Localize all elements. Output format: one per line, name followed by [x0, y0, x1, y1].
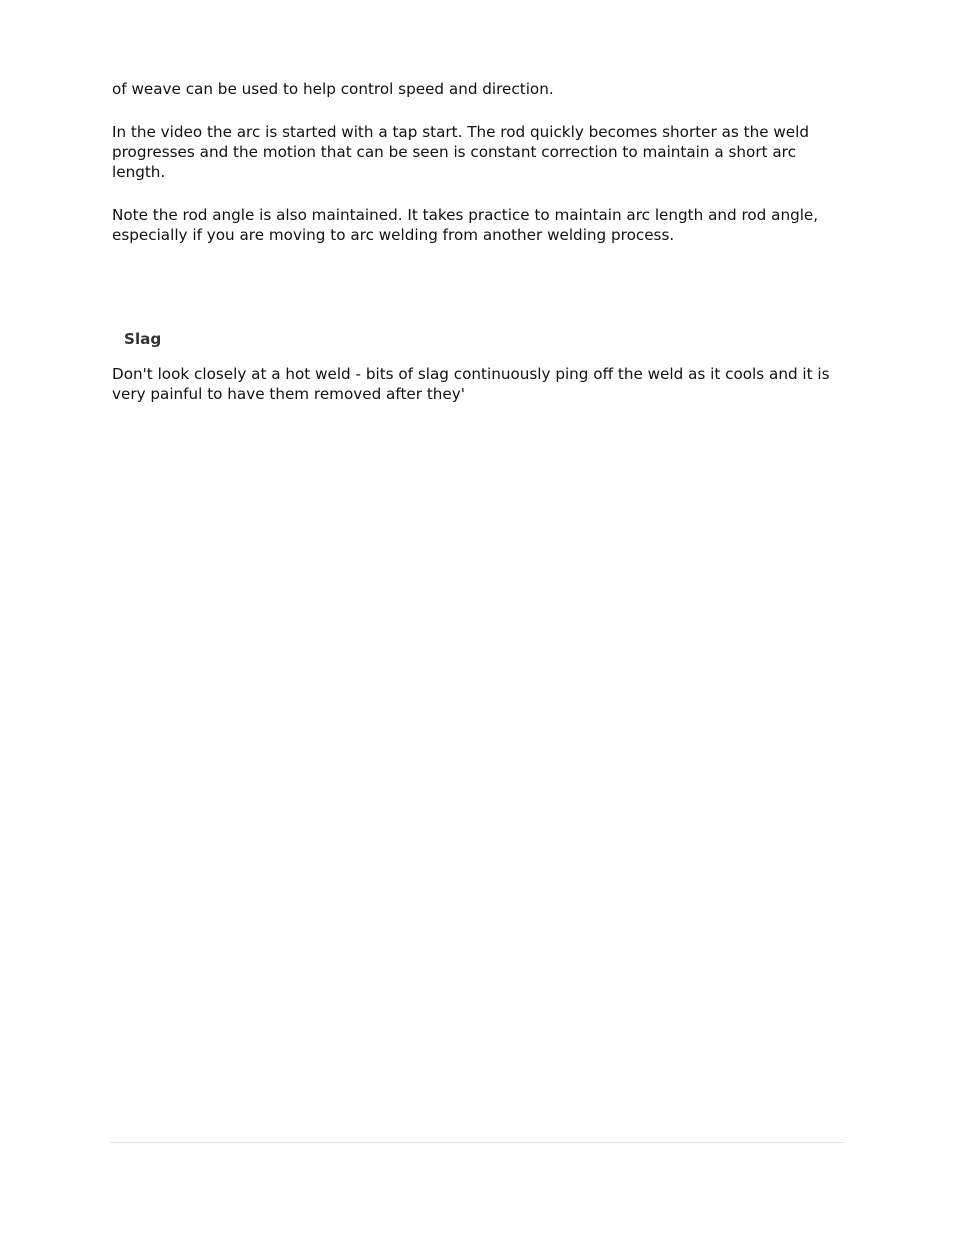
paragraph-slag-warning: Don't look closely at a hot weld - bits of slag continuously ping off the weld as it cools and it is very painful to have them removed after they': [112, 365, 830, 403]
paragraph-rod-angle: Note the rod angle is also maintained. It takes practice to maintain arc length and rod angle, especially if you are moving to arc welding from another welding process.: [112, 206, 819, 244]
paragraph-weave: of weave can be used to help control speed and direction.: [112, 80, 554, 98]
paragraph-video-arc-start: In the video the arc is started with a tap start. The rod quickly becomes shorter as the weld progresses and the motion that can be seen is constant correction to maintain a short arc length.: [112, 123, 810, 181]
footer-divider: [110, 1142, 844, 1143]
section-heading-slag: Slag: [124, 330, 162, 348]
